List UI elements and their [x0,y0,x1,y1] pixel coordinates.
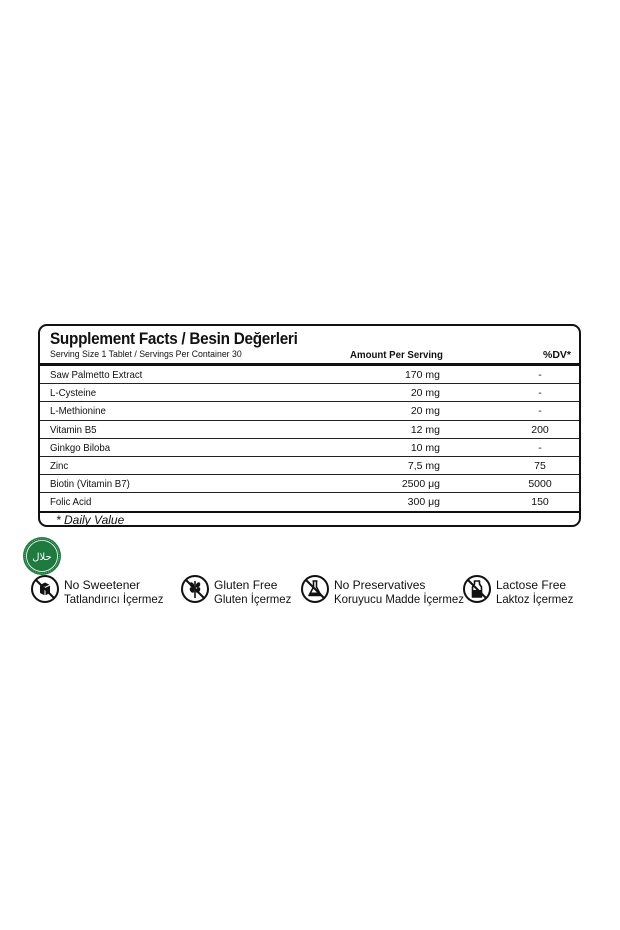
table-row [40,421,579,439]
gluten-free-icon [180,574,210,604]
badge-title: No Preservatives [334,578,426,592]
sweetener-free-icon [30,574,60,604]
nutrient-name: Biotin (Vitamin B7) [50,478,130,491]
halal-seal-text: حلال [32,552,52,563]
table-row [40,457,579,475]
badge-title: Gluten Free [214,578,278,592]
facts-title: Supplement Facts / Besin Değerleri [50,329,298,348]
badge-title: No Sweetener [64,578,141,592]
nutrient-table [40,366,579,513]
nutrient-amount: 7,5 mg [407,459,440,472]
badge-title: Lactose Free [496,578,567,592]
nutrient-name: Zinc [50,459,69,472]
nutrient-amount: 20 mg [410,387,440,400]
nutrient-name: Vitamin B5 [50,423,97,436]
nutrient-amount: 2500 μg [401,478,440,491]
table-row [40,493,579,512]
halal-seal-icon [22,536,62,576]
daily-value-footnote: * Daily Value [56,513,125,527]
nutrient-name: L-Cysteine [50,387,97,400]
table-row [40,384,579,402]
nutrient-name: Folic Acid [50,496,92,509]
badge-subtitle: Laktoz İçermez [496,592,574,606]
table-row [40,439,579,457]
serving-info: Serving Size 1 Tablet / Servings Per Container 30 [50,349,242,360]
table-row [40,402,579,420]
nutrient-dv: 150 [531,496,549,509]
nutrient-amount: 170 mg [404,369,440,381]
nutrient-amount: 12 mg [410,423,440,436]
nutrient-dv: - [538,441,542,454]
nutrient-name: Saw Palmetto Extract [50,369,143,381]
table-row [40,475,579,493]
nutrient-amount: 10 mg [410,441,440,454]
table-row [40,366,579,384]
badge-subtitle: Koruyucu Madde İçermez [334,592,464,606]
amount-header: Amount Per Serving [350,349,443,361]
nutrient-dv: - [538,369,542,381]
nutrient-dv: 200 [531,423,549,436]
nutrient-dv: - [538,387,542,400]
supplement-facts-panel [38,324,581,527]
nutrient-dv: 75 [534,459,546,472]
badge-subtitle: Gluten İçermez [214,592,292,606]
lactose-free-icon [462,574,492,604]
nutrient-name: Ginkgo Biloba [50,441,111,454]
nutrient-amount: 300 μg [407,496,440,509]
badge-subtitle: Tatlandırıcı İçermez [64,592,164,606]
nutrient-amount: 20 mg [410,405,440,418]
dv-header: %DV* [542,349,571,361]
nutrient-name: L-Methionine [50,405,106,418]
nutrient-dv: 5000 [528,478,552,491]
feature-badges [30,574,590,608]
no-preservatives-icon [300,574,330,604]
nutrient-dv: - [538,405,542,418]
